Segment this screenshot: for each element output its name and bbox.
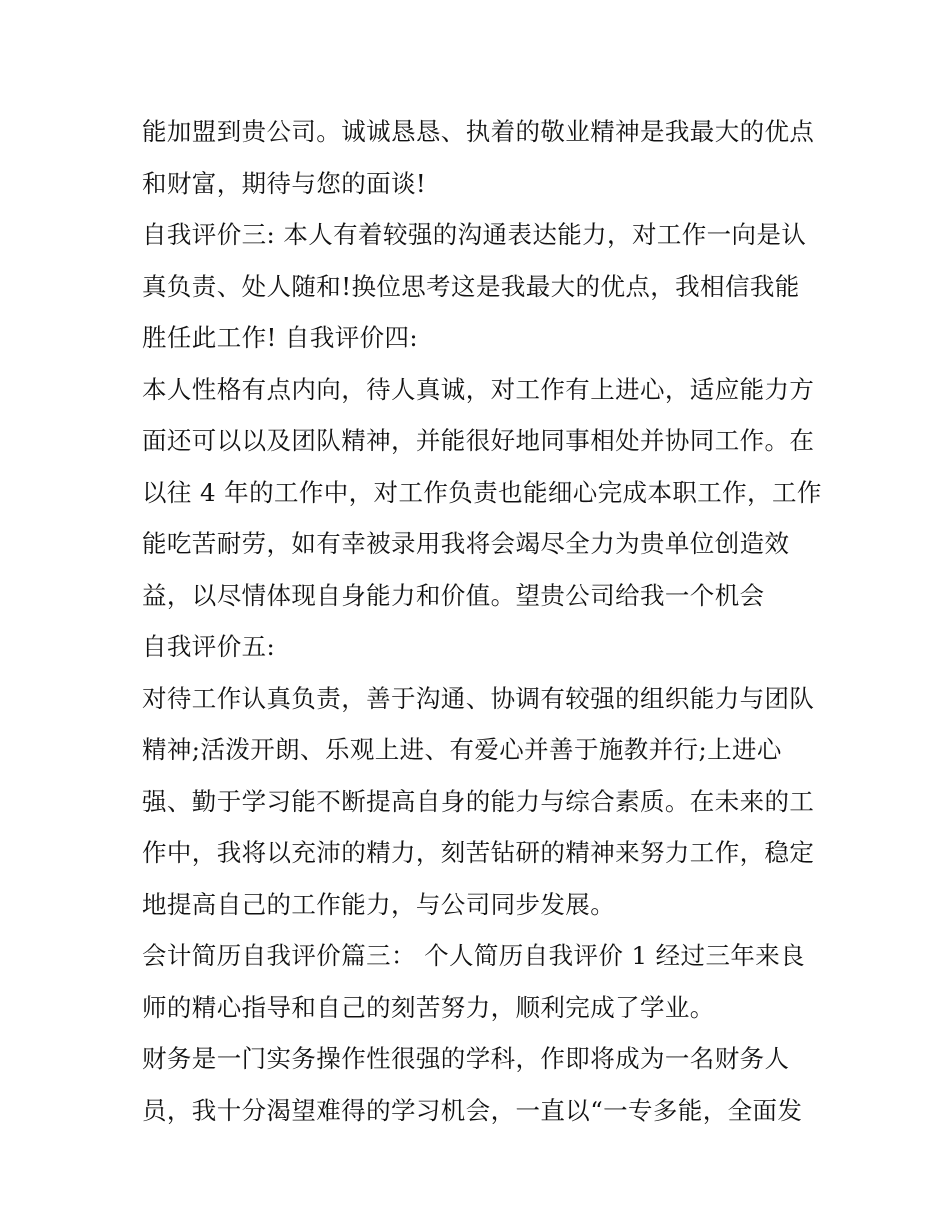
text-line: 强、勤于学习能不断提高自身的能力与综合素质。在未来的工 (142, 786, 815, 816)
text-line: 会计简历自我评价篇三： 个人简历自我评价 1 经过三年来良 (142, 941, 806, 970)
text-line: 以往 4 年的工作中，对工作负责也能细心完成本职工作，工作 (142, 477, 822, 507)
text-line: 胜任此工作! 自我评价四: (142, 323, 419, 352)
text-line: 本人性格有点内向，待人真诚，对工作有上进心，适应能力方 (142, 374, 815, 404)
text-line: 能吃苦耐劳，如有幸被录用我将会竭尽全力为贵单位创造效 (142, 529, 790, 558)
text-line: 和财富，期待与您的面谈! (142, 168, 427, 198)
text-line: 对待工作认真负责，善于沟通、协调有较强的组织能力与团队 (142, 683, 815, 713)
text-line: 员，我十分渴望难得的学习机会，一直以“一专多能，全面发 (142, 1095, 803, 1125)
text-line: 面还可以以及团队精神，并能很好地同事相处并协同工作。在 (142, 426, 815, 455)
text-line: 自我评价五: (142, 632, 276, 661)
text-line: 自我评价三: 本人有着较强的沟通表达能力，对工作一向是认 (142, 220, 807, 249)
document-body (142, 106, 822, 1136)
text-line: 地提高自己的工作能力，与公司同步发展。 (142, 889, 616, 919)
text-line: 财务是一门实务操作性很强的学科，作即将成为一名财务人 (142, 1044, 790, 1073)
text-line: 作中，我将以充沛的精力，刻苦钻研的精神来努力工作，稳定 (142, 838, 815, 867)
text-line: 师的精心指导和自己的刻苦努力，顺利完成了学业。 (142, 992, 715, 1022)
text-line: 真负责、处人随和!换位思考这是我最大的优点，我相信我能 (142, 271, 800, 301)
text-line: 益，以尽情体现自身能力和价值。望贵公司给我一个机会 (142, 580, 765, 610)
text-line: 精神;活泼开朗、乐观上进、有爱心并善于施教并行;上进心 (142, 735, 782, 764)
text-line: 能加盟到贵公司。诚诚恳恳、执着的敬业精神是我最大的优点 (142, 117, 815, 146)
